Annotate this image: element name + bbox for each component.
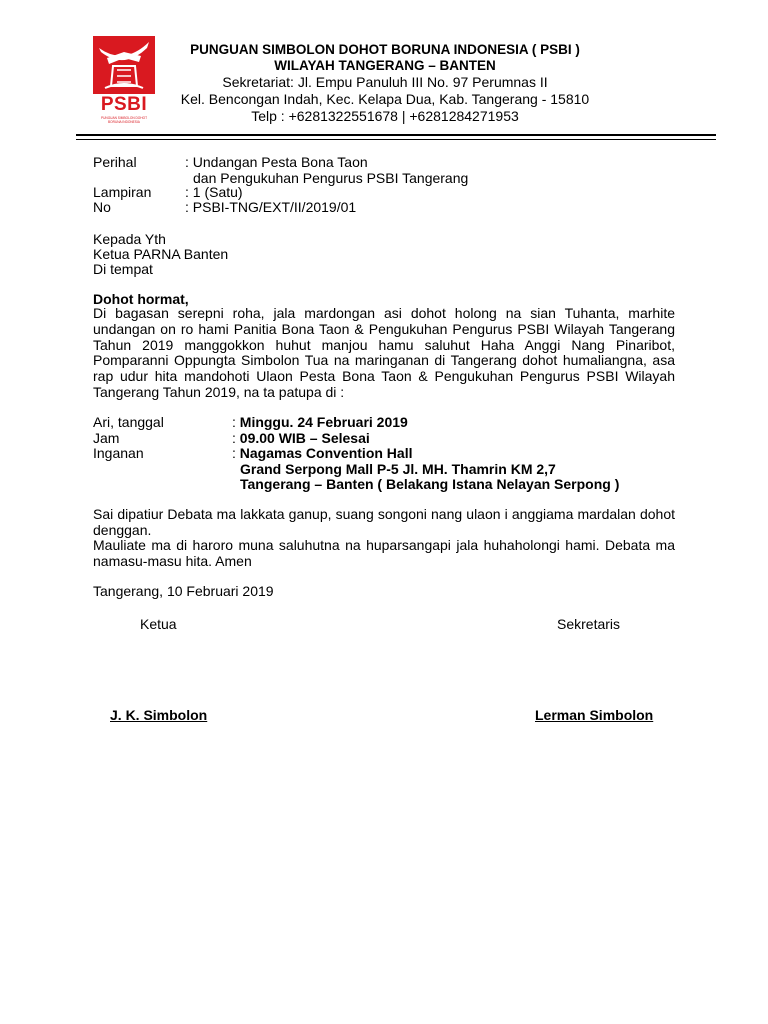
org-name: PUNGUAN SIMBOLON DOHOT BORUNA INDONESIA ( PSBI ) — [190, 42, 580, 57]
greeting: Dohot hormat, — [93, 291, 189, 307]
secretary-title: Sekretaris — [557, 616, 621, 632]
place-value-line-3: Tangerang – Banten ( Belakang Istana Nelayan Serpong ) — [240, 476, 620, 492]
logo-subtext: PUNGUAN SIMBOLON DOHOT BORUNA INDONESIA — [100, 116, 148, 124]
chairman-name: J. K. Simbolon — [110, 707, 208, 723]
place-label: Inganan — [93, 445, 144, 461]
lampiran-value: : 1 (Satu) — [185, 184, 243, 200]
header-divider-thin — [76, 139, 716, 140]
time-value: : 09.00 WIB – Selesai — [232, 430, 370, 446]
number-label: No — [93, 199, 111, 215]
date-value: : Minggu. 24 Februari 2019 — [232, 414, 408, 430]
perihal-value-continued: dan Pengukuhan Pengurus PSBI Tangerang — [193, 170, 469, 186]
phone-line: Telp : +6281322551678 | +6281284271953 — [251, 108, 519, 124]
chairman-title: Ketua — [140, 616, 177, 632]
perihal-label: Perihal — [93, 154, 137, 170]
perihal-value: : Undangan Pesta Bona Taon — [185, 154, 368, 170]
place-value-line-1: : Nagamas Convention Hall — [232, 445, 413, 461]
place-date: Tangerang, 10 Februari 2019 — [93, 583, 274, 599]
body-paragraph-1: Di bagasan serepni roha, jala mardongan asi dohot holong na sian Tuhanta, marhite undangan on ro hami Panitia Bona Taon & Pengukuhan Pengurus PSBI Wilayah Tangerang Tahun 2019 manggokkon huhut manjou hamu saluhut Haha Anggi Nang Pinaribot, Pomparanni Oppungta Simbolon Tua na maringanan di Tangerang dohot humaliangna, asa rap udur hita mandohoti Ulaon Pesta Bona Taon & Pengukuhan Pengurus PSBI Wilayah Tangerang Tahun 2019, na ta patupa di : — [93, 305, 675, 400]
logo-text: PSBI — [100, 94, 148, 115]
place-value-line-2: Grand Serpong Mall P-5 Jl. MH. Thamrin KM 2,7 — [240, 461, 556, 477]
number-value: : PSBI-TNG/EXT/II/2019/01 — [185, 199, 357, 215]
secretary-name: Lerman Simbolon — [535, 707, 654, 723]
address-line-2: Kel. Bencongan Indah, Kec. Kelapa Dua, Kab. Tangerang - 15810 — [180, 91, 590, 107]
recipient-line-1: Kepada Yth — [93, 231, 166, 247]
region-name: WILAYAH TANGERANG – BANTEN — [274, 58, 496, 73]
letterhead — [160, 42, 610, 125]
psbi-logo — [93, 36, 155, 128]
lampiran-label: Lampiran — [93, 184, 152, 200]
body-paragraph-3: Mauliate ma di haroro muna saluhutna na huparsangapi jala huhaholongi hami. Debata ma namasu-masu hita. Amen — [93, 537, 675, 569]
recipient-line-2: Ketua PARNA Banten — [93, 246, 229, 262]
time-label: Jam — [93, 430, 120, 446]
address-line-1: Sekretariat: Jl. Empu Panuluh III No. 97 Perumnas II — [222, 74, 548, 90]
header-divider-thick — [76, 134, 716, 136]
date-label: Ari, tanggal — [93, 414, 164, 430]
body-paragraph-2: Sai dipatiur Debata ma lakkata ganup, suang songoni nang ulaon i anggiama mardalan dohot denggan. — [93, 506, 675, 538]
recipient-line-3: Di tempat — [93, 261, 153, 277]
